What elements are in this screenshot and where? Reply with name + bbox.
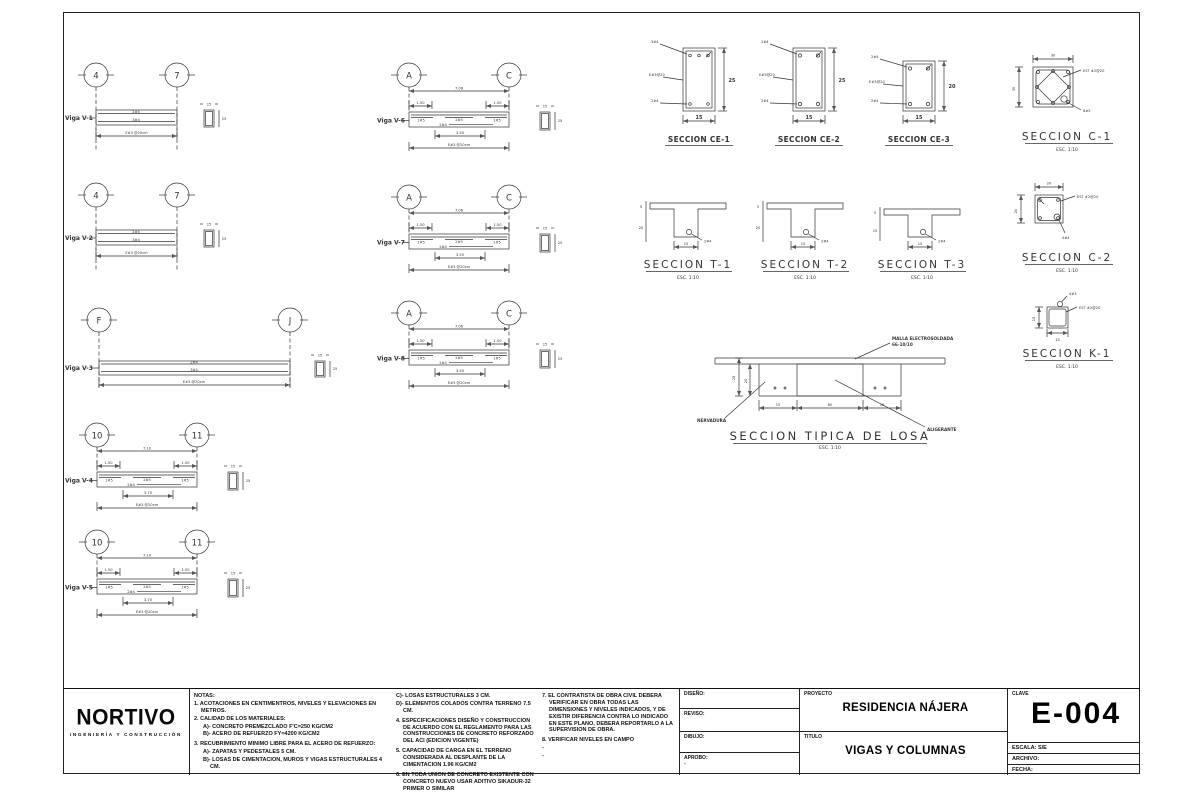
span-value: 7.06 (454, 324, 464, 329)
note-line: 4. ESPECIFICACIONES DISEÑO Y CONSTRUCCION DE ACUERDO CON EL REGLAMENTO PARA LAS CONSTRUCCIONES DE CONCRETO REFORZADO DEL ACI (EDICION VIGENTE) (396, 717, 534, 745)
losa-dim-right: 15 (879, 403, 885, 407)
section-width: 15 (230, 571, 236, 576)
beam-label: Viga V-7 (377, 239, 405, 247)
ce3-width: 15 (915, 115, 923, 121)
title-block (63, 688, 1140, 792)
ce2-stirrup: E#3@20 (759, 73, 775, 77)
section-height: 25 (221, 117, 227, 121)
project-cell (800, 689, 1008, 775)
t3-flange: 5 (873, 211, 877, 215)
span-dimension (99, 377, 290, 388)
section-height: 25 (245, 479, 251, 483)
aligerante-label: ALIGERANTE (927, 427, 957, 432)
field-label: DIBUJO: (684, 734, 705, 740)
bar-bottom: 2#4 (439, 360, 447, 365)
stirrup-dim: E#3 @20cm (447, 265, 471, 269)
section-width: 15 (542, 104, 548, 109)
beam-body (409, 112, 509, 127)
bar-bottom: 2#4 (127, 482, 135, 487)
bottom-dimension (409, 142, 509, 151)
bastone-dims (409, 223, 509, 231)
bastone-dims (409, 339, 509, 347)
field-dibujo (680, 732, 799, 753)
grid-label: 10 (91, 431, 103, 442)
field-reviso (680, 709, 799, 732)
bar-end-left: 1#5 (417, 240, 425, 245)
bar-end-left: 1#5 (417, 118, 425, 123)
beam-label: Viga V-2 (65, 235, 93, 242)
top-span-dimension (409, 325, 509, 330)
beam-label: Viga V-1 (65, 115, 93, 122)
t3-bar: 2#4 (938, 239, 946, 244)
ce1-top-bars: 3#4 (651, 40, 659, 44)
beam-body (97, 579, 197, 594)
grid-label: 11 (191, 538, 203, 549)
section-height: 25 (245, 586, 251, 590)
project-label: PROYECTO (804, 691, 832, 697)
beam-body (409, 234, 509, 249)
note-line: B)- LOSAS DE CIMENTACION, MUROS Y VIGAS ESTRUCTURALES 4 CM. (203, 757, 383, 770)
c2-bars: 4#4 (1062, 236, 1070, 240)
t2-bar: 2#4 (821, 239, 829, 244)
losa-bottom-dims (759, 400, 901, 411)
bar-top: 2#4 (190, 360, 198, 365)
stirrup-dim: E#3 @20cm (125, 251, 148, 255)
end-dim-left: 1.50 (416, 101, 425, 105)
beam-section (311, 354, 337, 378)
stirrup-dim: E#3 @20cm (135, 503, 159, 507)
ce3-stirrup: E#3@20 (869, 80, 885, 84)
section-height: 25 (332, 367, 338, 371)
t1-title: SECCION T-1 (643, 259, 733, 271)
beam-body (96, 110, 177, 125)
k1-bars: 4#3 (1069, 292, 1077, 296)
end-dim-right: 1.50 (493, 339, 502, 343)
sheet-number: E-004 (1030, 697, 1122, 730)
c1-height: 30 (1012, 86, 1016, 92)
ce1-height: 25 (728, 78, 736, 84)
grid-label: F (96, 316, 102, 327)
k1-scale: ESC. 1:10 (1056, 365, 1078, 370)
bar-center: 2#5 (143, 478, 151, 482)
grid-label: 4 (93, 191, 99, 202)
section-ce2 (759, 40, 846, 146)
t3-scale: ESC. 1:10 (911, 276, 933, 281)
note-line: 2. CALIDAD DE LOS MATERIALES: (194, 715, 286, 722)
field-diseno (680, 689, 799, 709)
logo-cell (63, 689, 190, 775)
c1-stirrup: EST #2@20 (1083, 69, 1105, 73)
sections-t (638, 193, 983, 285)
beam-section (200, 103, 226, 128)
bottom-dimension (97, 502, 197, 511)
t3-stem-h: 15 (872, 229, 878, 233)
section-ce3 (869, 55, 956, 146)
company-logo: NORTIVO (76, 705, 176, 730)
notes-column-3 (542, 693, 674, 761)
note-line: C)- LOSAS ESTRUCTURALES 3 CM. (396, 693, 491, 699)
beam-elevation-v2 (63, 178, 298, 293)
beam-elevation-v8 (375, 298, 610, 403)
section-height: 25 (221, 237, 227, 241)
key-row (1008, 689, 1140, 742)
notes-header: NOTAS: (194, 693, 215, 699)
section-width: 15 (206, 102, 212, 107)
span-value: 7.06 (454, 208, 464, 213)
beam-body (99, 361, 290, 376)
section-t1 (639, 201, 733, 281)
t3-title: SECCION T-3 (877, 259, 967, 271)
section-width: 15 (542, 226, 548, 231)
section-width: 15 (206, 222, 212, 227)
beam-elevation-v3 (63, 305, 383, 405)
t1-stem-w: 15 (683, 242, 689, 246)
bar-top: 2#4 (132, 110, 140, 114)
grid-label: 10 (91, 538, 103, 549)
mid-dim-value: 3.50 (455, 369, 465, 373)
losa-rib-height: 20 (744, 378, 748, 384)
section-c2 (1005, 175, 1140, 280)
c1-scale: ESC. 1:10 (1056, 148, 1078, 153)
grid-label: 7 (174, 71, 180, 82)
c2-height: 20 (1014, 208, 1018, 214)
stirrup-dim: E#3 @20cm (447, 381, 471, 385)
k1-stirrup: EST #2@20 (1079, 306, 1101, 310)
ce2-bottom-bars: 2#4 (761, 99, 769, 103)
field-aprobo (680, 753, 799, 775)
k1-height: 15 (1032, 316, 1036, 322)
bar-end-left: 1#5 (105, 585, 113, 590)
k1-title: SECCION K-1 (1022, 348, 1112, 360)
end-dim-right: 1.50 (181, 568, 190, 572)
date-row: FECHA: (1008, 764, 1140, 775)
bar-end-right: 1#5 (493, 356, 501, 361)
losa-total-height: 25 (732, 375, 736, 381)
end-dim-left: 1.50 (104, 461, 113, 465)
company-tagline: INGENIERÍA Y CONSTRUCCIÓN (69, 732, 183, 737)
field-value: - (684, 761, 686, 767)
losa-dim-left: 15 (775, 403, 781, 407)
ce2-height: 25 (838, 78, 846, 84)
section-losa (695, 330, 995, 450)
c1-bars: 8#5 (1083, 109, 1091, 113)
ce1-stirrup: E#3@20 (649, 73, 665, 77)
bar-center: 2#5 (455, 118, 463, 122)
t2-stem-h: 20 (755, 226, 761, 230)
key-cell (1008, 689, 1140, 775)
section-width: 15 (542, 342, 548, 347)
beam-label: Viga V-6 (377, 117, 405, 125)
beam-elevation-v7 (375, 182, 610, 287)
t2-title: SECCION T-2 (760, 259, 850, 271)
signature-fields (680, 689, 800, 775)
losa-title: SECCION TIPICA DE LOSA (729, 429, 931, 443)
bar-center: 2#5 (455, 240, 463, 244)
note-line: B)- ACERO DE REFUERZO FY=4200 KG/CM2 (203, 731, 320, 738)
section-height: 25 (557, 241, 563, 245)
nervadura-label: NERVADURA (697, 418, 727, 423)
ce2-top-bars: 2#4 (761, 40, 769, 44)
c2-scale: ESC. 1:10 (1056, 269, 1078, 274)
grid-label: J (288, 316, 292, 327)
mid-dimension (123, 490, 173, 499)
notes-cell (190, 689, 680, 792)
ce3-height: 20 (948, 84, 956, 90)
note-line: 8. VERIFICAR NIVELES EN CAMPO (542, 737, 634, 744)
grid-label: 11 (191, 431, 203, 442)
bar-top: 2#4 (132, 230, 140, 234)
t2-scale: ESC. 1:10 (794, 276, 816, 281)
section-width: 15 (230, 464, 236, 469)
bastone-dims (97, 461, 197, 469)
grid-label: C (506, 193, 512, 204)
bar-bottom: 2#4 (127, 589, 135, 594)
top-span-dimension (97, 554, 197, 559)
t1-scale: ESC. 1:10 (677, 276, 699, 281)
ce2-title: SECCION CE-2 (777, 135, 841, 144)
mid-dimension (435, 130, 485, 139)
stirrup-dim: E#3 @20cm (125, 131, 148, 135)
top-span-dimension (97, 447, 197, 452)
section-t3 (873, 207, 967, 281)
c2-title: SECCION C-2 (1021, 252, 1113, 264)
beam-label: Viga V-5 (65, 584, 93, 592)
span-value: 7.10 (142, 553, 152, 558)
beam-section (536, 227, 562, 253)
end-dim-left: 1.50 (104, 568, 113, 572)
note-line: 7. EL CONTRATISTA DE OBRA CIVIL DEBERA VERIFICAR EN OBRA TODAS LAS DIMENSIONES Y NIVELES INDICADOS, Y DE EXISTIR DIFERENCIA CONTRA LO INDICADO EN ESTE PLANO, DEBERA REPORTARLO A LA SUPERVISION DE OBRA. (542, 693, 673, 734)
end-dim-right: 1.50 (493, 223, 502, 227)
beam-label: Viga V-3 (65, 365, 93, 372)
section-height: 25 (557, 119, 563, 123)
grid-label: 7 (174, 191, 180, 202)
bottom-dimension (409, 380, 509, 389)
note-line: A)- CONCRETO PREMEZCLADO F'C=250 KG/CM2 (203, 723, 334, 730)
section-height: 25 (557, 357, 563, 361)
span-value: 7.06 (454, 86, 464, 91)
bar-bot: 3#4 (132, 237, 140, 242)
mid-dim-value: 3.70 (143, 491, 153, 495)
bar-end-right: 1#5 (181, 585, 189, 590)
ce1-title: SECCION CE-1 (667, 135, 731, 144)
bastone-dims (97, 568, 197, 576)
grid-label: A (406, 309, 412, 320)
scale-row: ESCALA: S/E (1008, 742, 1140, 753)
notes-column-2 (396, 693, 536, 793)
malla-label-line2: 66-10/10 (892, 342, 913, 347)
malla-label-line1: MALLA ELECTROSOLDADA (892, 336, 954, 341)
section-t2 (756, 201, 850, 281)
beam-elevation-v6 (375, 60, 610, 165)
notes-column-1 (194, 693, 392, 772)
mid-dimension (123, 597, 173, 606)
bar-center: 2#5 (143, 585, 151, 589)
field-label: REVISO: (684, 711, 705, 717)
end-dim-left: 1.50 (416, 339, 425, 343)
bar-bot: 3#4 (190, 367, 198, 372)
bar-end-right: 1#5 (181, 478, 189, 483)
section-width: 15 (317, 353, 323, 358)
c2-width: 20 (1046, 181, 1052, 186)
ce3-title: SECCION CE-3 (887, 135, 951, 144)
note-line: 3. RECUBRIMIENTO MINIMO LIBRE PARA EL ACERO DE REFUERZO: (194, 741, 376, 748)
losa-dim-mid: 60 (827, 403, 833, 407)
ce3-bottom-bars: 2#4 (871, 99, 879, 103)
note-line: A)- ZAPATAS Y PEDESTALES 5 CM. (203, 749, 296, 756)
t2-stem-w: 15 (800, 242, 806, 246)
beam-label: Viga V-8 (377, 355, 405, 363)
project-row (800, 689, 1007, 732)
span-dimension (96, 248, 177, 259)
c1-width: 30 (1050, 53, 1056, 58)
k1-width: 15 (1055, 338, 1060, 342)
t3-stem-w: 15 (917, 242, 923, 246)
bar-end-right: 1#5 (493, 118, 501, 123)
section-k1 (1005, 285, 1140, 390)
bar-bottom: 2#4 (439, 244, 447, 249)
t2-flange: 5 (756, 205, 760, 209)
ce1-bottom-bars: 2#4 (651, 99, 659, 103)
beam-elevation-v4 (63, 420, 298, 525)
end-dim-left: 1.50 (416, 223, 425, 227)
end-dim-right: 1.50 (493, 101, 502, 105)
beam-body (96, 230, 177, 245)
top-span-dimension (409, 209, 509, 214)
mid-dimension (435, 252, 485, 261)
bar-end-right: 1#5 (493, 240, 501, 245)
ce2-width: 15 (805, 115, 813, 121)
mid-dim-value: 3.70 (143, 598, 153, 602)
mid-dim-value: 3.50 (455, 253, 465, 257)
title-label: TITULO (804, 734, 823, 740)
ce1-width: 15 (695, 115, 703, 121)
beam-section (200, 223, 226, 248)
note-line: 5. CAPACIDAD DE CARGA EN EL TERRENO CONSIDERADA AL DESPLANTE DE LA CIMENTACION 1.96 KG/CM2 (396, 748, 512, 768)
bar-bot: 3#4 (132, 117, 140, 122)
span-dimension (96, 128, 177, 139)
beam-elevation-v1 (63, 58, 298, 173)
top-span-dimension (409, 87, 509, 92)
t1-stem-h: 20 (638, 226, 644, 230)
span-value: 7.10 (142, 446, 152, 451)
mid-dim-value: 3.50 (455, 131, 465, 135)
bar-end-left: 1#5 (105, 478, 113, 483)
sections-ce (648, 28, 988, 168)
file-row: ARCHIVO: (1008, 753, 1140, 764)
beam-section (224, 465, 250, 491)
bottom-dimension (97, 609, 197, 618)
note-line: - (542, 745, 544, 752)
grid-label: A (406, 71, 412, 82)
note-line: D)- ELEMENTOS COLADOS CONTRA TERRENO 7.5 CM. (396, 700, 531, 714)
ce3-top-bars: 2#4 (871, 55, 879, 59)
c1-title: SECCION C-1 (1021, 131, 1113, 143)
stirrup-dim: E#3 @20cm (447, 143, 471, 147)
bar-bottom: 2#4 (439, 122, 447, 127)
beam-body (97, 472, 197, 487)
c2-stirrup: EST #2@20 (1077, 195, 1099, 199)
stirrup-dim: E#3 @20cm (135, 610, 159, 614)
t1-bar: 2#4 (704, 239, 712, 244)
field-label: APROBO: (684, 755, 708, 761)
beam-section (536, 105, 562, 131)
project-name: RESIDENCIA NÁJERA (842, 702, 969, 714)
bottom-dimension (409, 264, 509, 273)
note-line: 6. EN TODA UNION DE CONCRETO EXISTENTE CON CONCRETO NUEVO USAR ADITIVO SIKADUR-32 PRIMER O SIMILAR (396, 771, 534, 792)
grid-label: 4 (93, 71, 99, 82)
section-ce1 (649, 40, 736, 146)
grid-label: C (506, 309, 512, 320)
bar-end-left: 1#5 (417, 356, 425, 361)
beam-elevation-v5 (63, 527, 298, 632)
beam-section (224, 572, 250, 598)
key-label: CLAVE (1012, 691, 1029, 697)
grid-label: C (506, 71, 512, 82)
grid-label: A (406, 193, 412, 204)
beam-section (536, 343, 562, 369)
section-c1 (1005, 45, 1140, 160)
stirrup-dim: E#3 @20cm (182, 380, 206, 384)
t1-flange: 5 (639, 205, 643, 209)
bastone-dims (409, 101, 509, 109)
note-line: 1. ACOTACIONES EN CENTIMENTROS, NIVELES Y ELEVACIONES EN METROS. (194, 700, 377, 714)
sheet-title: VIGAS Y COLUMNAS (845, 745, 966, 757)
note-line: - (542, 753, 544, 759)
beam-label: Viga V-4 (65, 477, 93, 485)
aligerante-block (797, 364, 863, 396)
bar-center: 2#5 (455, 356, 463, 360)
field-label: DISEÑO: (684, 691, 705, 697)
title-row (800, 732, 1007, 775)
losa-scale: ESC. 1:10 (819, 446, 841, 450)
mid-dimension (435, 368, 485, 377)
end-dim-right: 1.50 (181, 461, 190, 465)
beam-body (409, 350, 509, 365)
